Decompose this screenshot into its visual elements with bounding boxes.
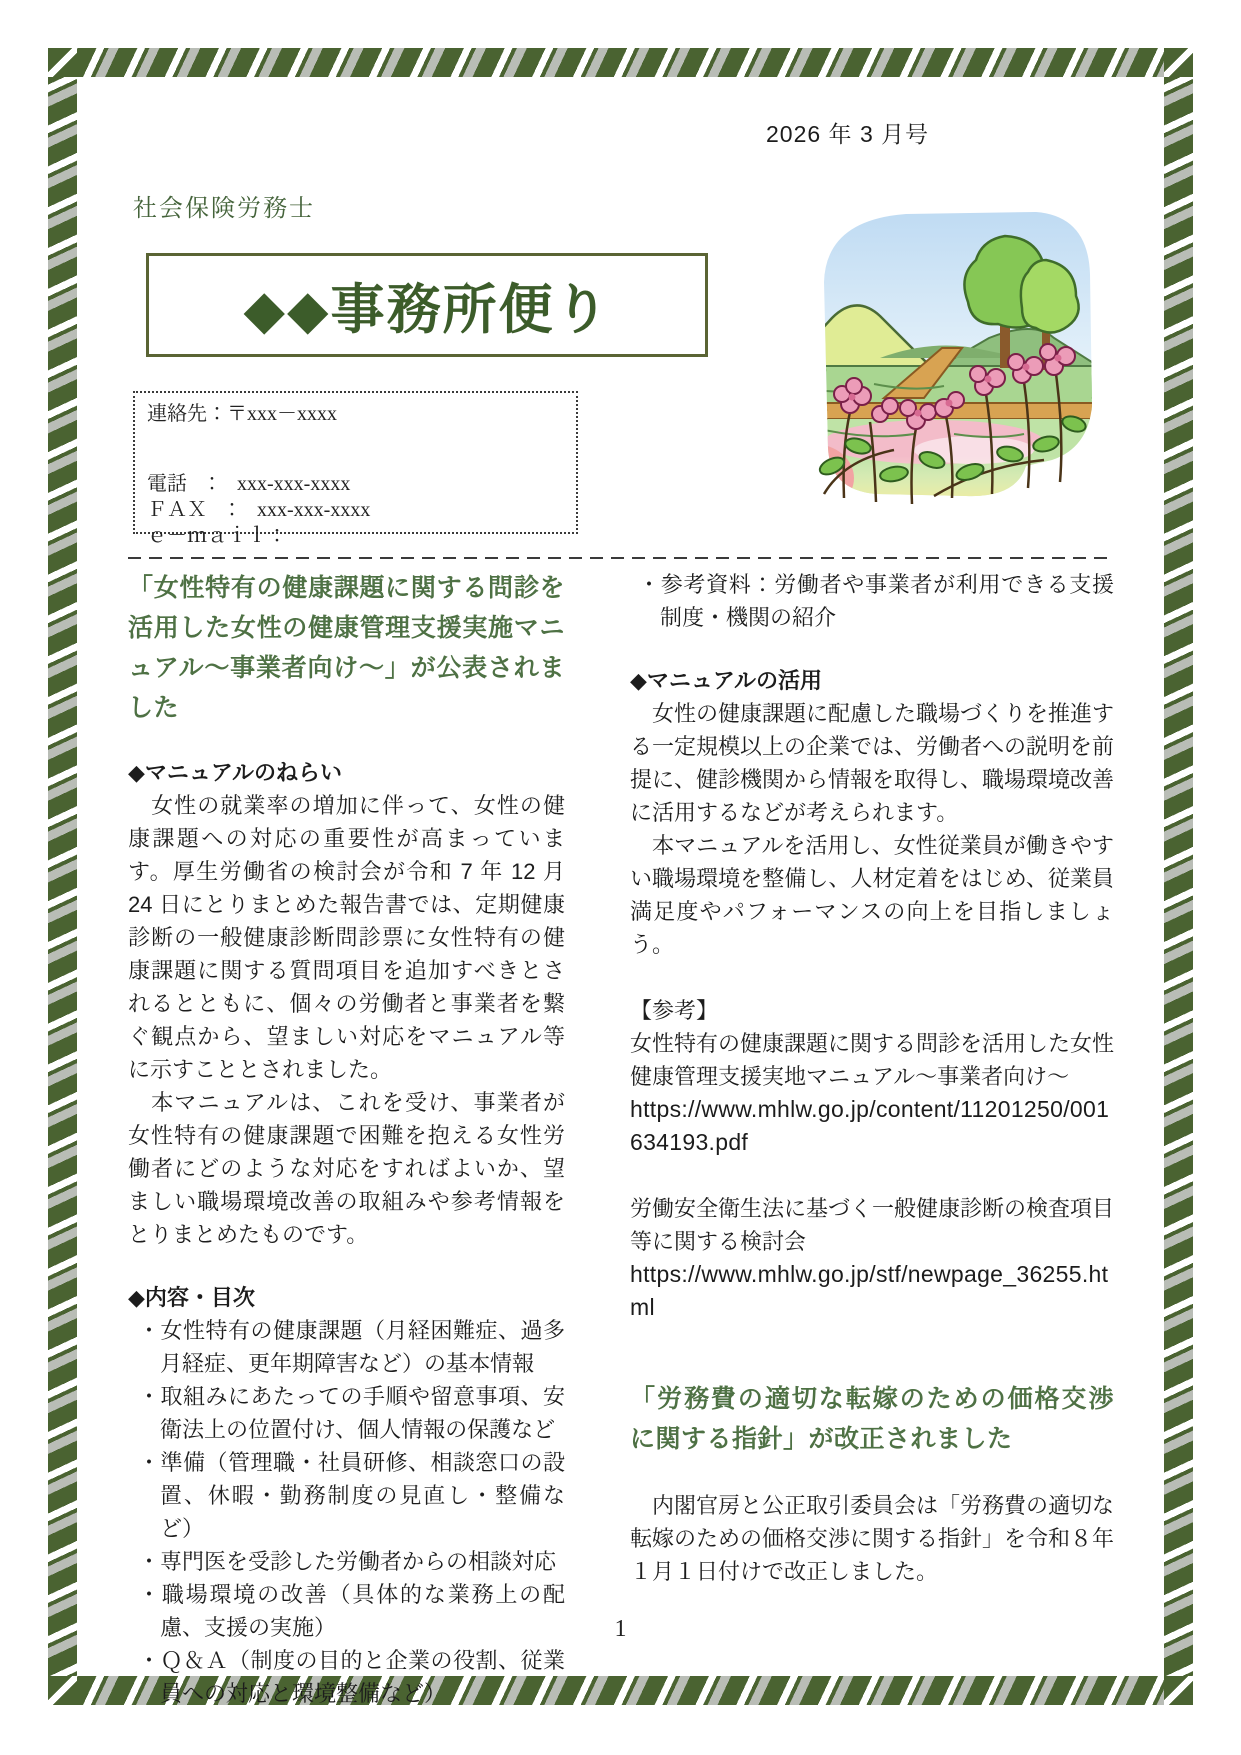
contact-phone: 電話 ： xxx-xxx-xxxx xyxy=(147,473,351,495)
contact-fax: ＦＡＸ ： xxx-xxx-xxxx xyxy=(147,499,371,521)
toc-item: ・職場環境の改善（具体的な業務上の配慮、支援の実施） xyxy=(138,1582,565,1640)
manual-aim-paragraph-1: 女性の就業率の増加に伴って、女性の健康課題への対応の重要性が高まっています。厚生労働省の検討会が令和 7 年 12 月 24 日にとりまとめた報告書では、定期健康診断の一般健康診断問診票に女性特有の健康課題に関する質問項目を追加すべきとされるとともに、個々の労働者と事業者を繋ぐ観点から、望ましい対応をマニュアル等に示すこととされました。 xyxy=(128,793,565,1082)
manual-usage-heading: ◆マニュアルの活用 xyxy=(630,668,823,693)
contact-email: ｅ－ｍａｉｌ： xyxy=(147,525,287,547)
contact-box xyxy=(133,391,578,547)
border-corner-top-right xyxy=(1164,48,1193,77)
toc-item: ・Ｑ＆Ａ（制度の目的と企業の役割、従業員への対応と環境整備など） xyxy=(138,1648,565,1706)
article1-heading: 「女性特有の健康課題に関する問診を活用した女性の健康管理支援実施マニュアル～事業者向け～」が公表されました xyxy=(128,574,565,722)
page-number: 1 xyxy=(614,1616,627,1642)
left-column xyxy=(128,568,565,1710)
reference-url: https://www.mhlw.go.jp/content/11201250/001634193.pdf xyxy=(630,1096,1110,1155)
reference-title: 労働安全衛生法に基づく一般健康診断の検査項目等に関する検討会 xyxy=(630,1196,1115,1254)
border-ribbon-top xyxy=(48,48,1193,77)
manual-aim-paragraph-2: 本マニュアルは、これを受け、事業者が女性特有の健康課題で困難を抱える女性労働者にどのような対応をすればよいか、望ましい職場環境改善の取組みや参考情報をとりまとめたものです。 xyxy=(128,1090,565,1247)
toc-list xyxy=(128,1314,565,1710)
border-corner-bottom-right xyxy=(1164,1676,1193,1705)
toc-item: ・専門医を受診した労働者からの相談対応 xyxy=(138,1549,557,1574)
toc-heading: ◆内容・目次 xyxy=(128,1285,255,1310)
dashed-separator xyxy=(128,557,1114,559)
office-type-label: 社会保険労務士 xyxy=(133,196,315,222)
spring-field-illustration xyxy=(784,198,1098,510)
right-column xyxy=(630,568,1114,1588)
article2-heading: 「労務費の適切な転嫁のための価格交渉に関する指針」が改正されました xyxy=(630,1385,1114,1453)
toc-item: ・取組みにあたっての手順や留意事項、安衛法上の位置付け、個人情報の保護など xyxy=(138,1384,565,1442)
reference-note: ・参考資料：労働者や事業者が利用できる支援制度・機関の紹介 xyxy=(638,572,1114,630)
manual-usage-paragraph-2: 本マニュアルを活用し、女性従業員が働きやすい職場環境を整備し、人材定着をはじめ、従業員満足度やパフォーマンスの向上を目指しましょう。 xyxy=(630,833,1114,957)
contact-address: 連絡先：〒xxx－xxxx xyxy=(147,403,337,425)
reference-title: 女性特有の健康課題に関する問診を活用した女性健康管理支援実地マニュアル～事業者向け～ xyxy=(630,1031,1115,1089)
toc-item: ・準備（管理職・社員研修、相談窓口の設置、休暇・勤務制度の見直し・整備など） xyxy=(138,1450,565,1541)
border-corner-bottom-left xyxy=(48,1676,77,1705)
manual-aim-heading: ◆マニュアルのねらい xyxy=(128,760,343,785)
newsletter-title-box xyxy=(146,253,708,357)
manual-usage-paragraph-1: 女性の健康課題に配慮した職場づくりを推進する一定規模以上の企業では、労働者への説明を前提に、健診機関から情報を取得し、職場環境改善に活用するなどが考えられます。 xyxy=(630,701,1115,825)
border-ribbon-left xyxy=(48,77,77,1676)
border-corner-top-left xyxy=(48,48,77,77)
newsletter-title: ◆◆事務所便り xyxy=(243,279,611,340)
article2-paragraph-1: 内閣官房と公正取引委員会は「労務費の適切な転嫁のための価格交渉に関する指針」を令和８年１月１日付けで改正しました。 xyxy=(630,1493,1115,1584)
toc-item: ・女性特有の健康課題（月経困難症、過多月経症、更年期障害など）の基本情報 xyxy=(138,1318,565,1376)
references-heading: 【参考】 xyxy=(630,998,719,1023)
border-ribbon-right xyxy=(1164,77,1193,1676)
issue-date: 2026 年 3 月号 xyxy=(766,121,930,147)
reference-url: https://www.mhlw.go.jp/stf/newpage_36255.html xyxy=(630,1261,1109,1320)
